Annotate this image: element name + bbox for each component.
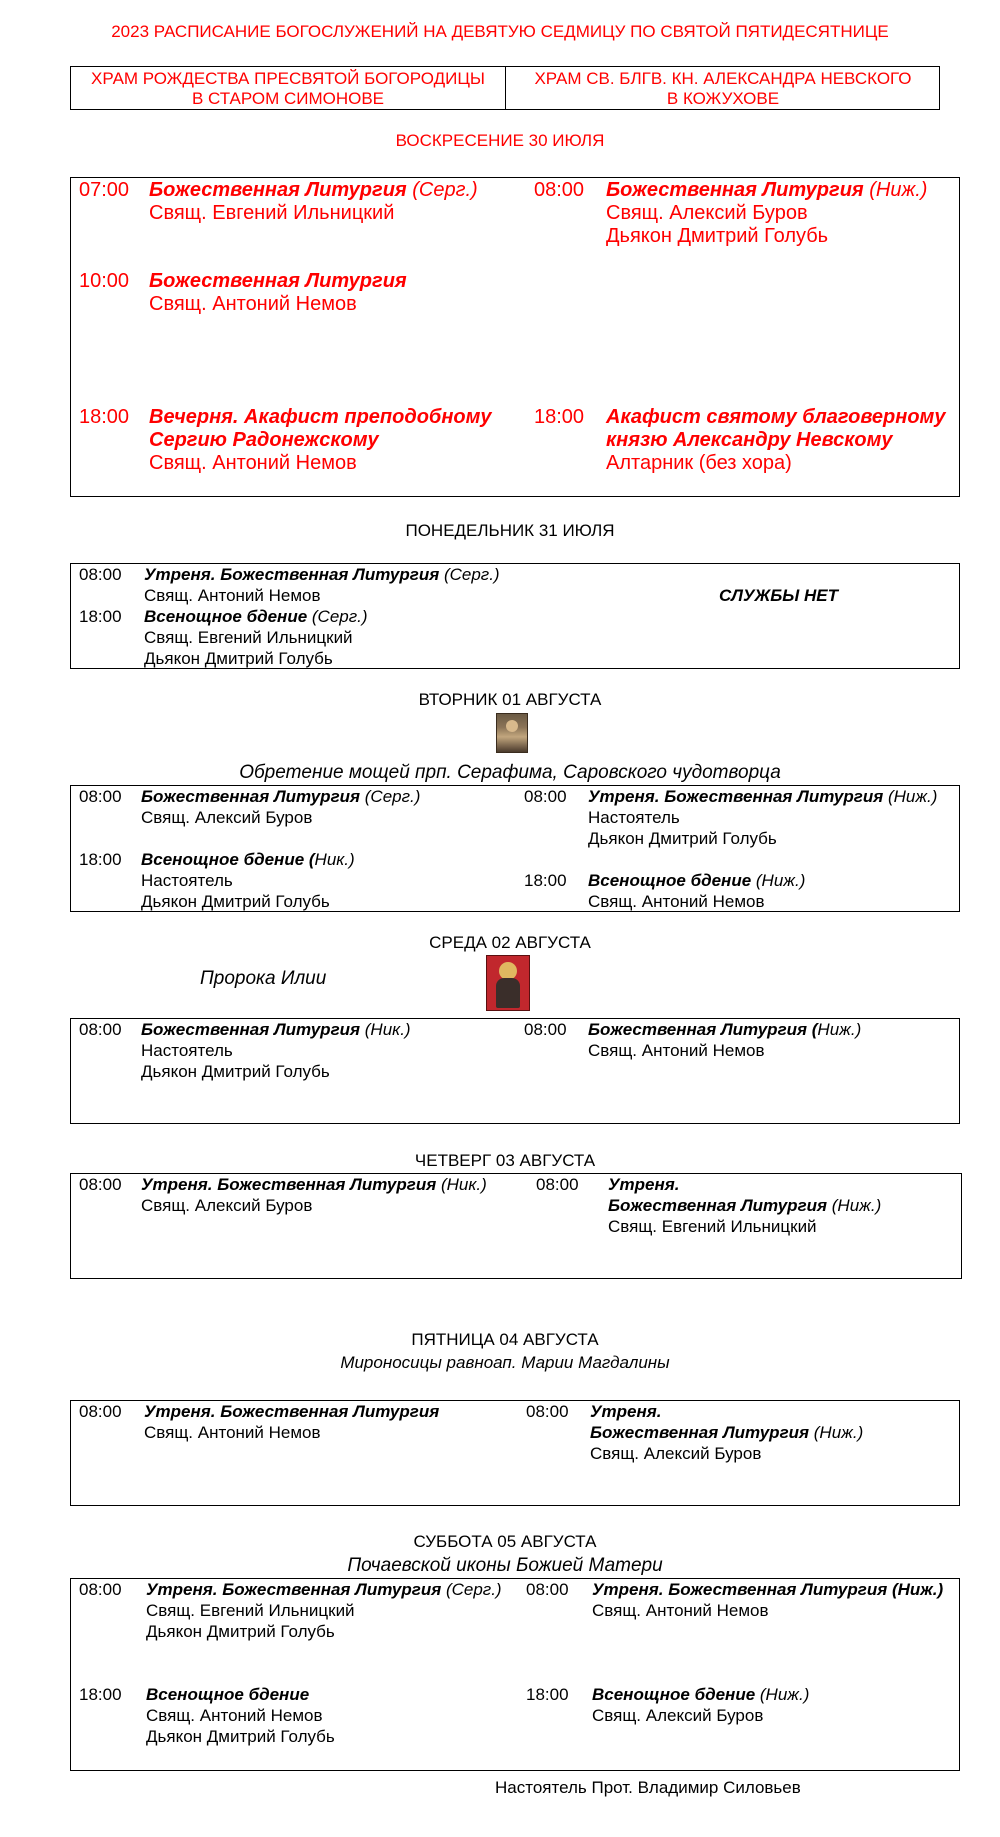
clergy: Свящ. Антоний Немов (592, 1601, 769, 1620)
service-name: Утреня. (608, 1175, 680, 1194)
temple-left-line-2: В СТАРОМ СИМОНОВЕ (191, 89, 385, 108)
clergy: Настоятель (141, 871, 233, 890)
tuesday-schedule (70, 785, 960, 912)
prophet-icon-image (486, 955, 530, 1011)
service-name: Всенощное бдение (592, 1685, 756, 1704)
clergy: Настоятель (588, 808, 680, 827)
clergy: Свящ. Алексий Буров (141, 1196, 313, 1215)
service-entry (149, 270, 407, 316)
saturday-schedule (70, 1578, 960, 1771)
clergy: Свящ. Алексий Буров (141, 808, 313, 827)
service-entry (144, 606, 368, 669)
feast-friday: Мироносицы равноап. Марии Магдалины (340, 1353, 670, 1372)
service-name: Сергию Радонежскому (149, 429, 379, 451)
time: 08:00 (79, 1580, 122, 1599)
temple-left (71, 69, 505, 109)
service-name: Божественная Литургия (590, 1423, 810, 1442)
service-name: Божественная Литургия (141, 787, 361, 806)
clergy: Свящ. Антоний Немов (144, 1423, 321, 1442)
service-note: (Ниж.) (863, 179, 928, 201)
time: 08:00 (79, 1175, 122, 1194)
page-title: 2023 РАСПИСАНИЕ БОГОСЛУЖЕНИЙ НА ДЕВЯТУЮ СЕДМИЦУ ПО СВЯТОЙ ПЯТИДЕСЯТНИЦЕ (111, 22, 889, 41)
service-name: Акафист святому благоверному (606, 406, 946, 428)
time: 18:00 (524, 871, 567, 890)
service-entry (588, 1019, 861, 1061)
day-heading-thursday: ЧЕТВЕРГ 03 АВГУСТА (414, 1151, 596, 1170)
service-name: Всенощное бдение (588, 871, 752, 890)
service-entry (588, 870, 805, 912)
time: 18:00 (79, 607, 122, 626)
halo-shape (506, 720, 518, 732)
time: 08:00 (534, 179, 585, 201)
service-note: (Серг.) (439, 565, 500, 584)
service-name: Божественная Литургия (141, 1020, 361, 1039)
temple-right-line-1: ХРАМ СВ. БЛГВ. КН. АЛЕКСАНДРА НЕВСКОГО (534, 69, 912, 88)
service-name: Божественная Литургия (149, 179, 407, 201)
service-name: Всенощное бдение (146, 1685, 310, 1704)
feast-wednesday: Пророка Илии (200, 968, 327, 989)
clergy: Дьякон Дмитрий Голубь (144, 649, 333, 668)
time: 10:00 (79, 270, 130, 292)
clergy: Свящ. Антоний Немов (149, 293, 357, 315)
clergy: Дьякон Дмитрий Голубь (606, 225, 829, 247)
service-entry (592, 1579, 943, 1621)
service-entry (149, 406, 492, 475)
clergy: Дьякон Дмитрий Голубь (141, 892, 330, 911)
service-entry (141, 849, 355, 912)
time: 08:00 (524, 787, 567, 806)
clergy: Свящ. Евгений Ильницкий (144, 628, 353, 647)
rector-signature: Настоятель Прот. Владимир Силовьев (495, 1778, 801, 1797)
temples-header (70, 66, 940, 110)
service-entry (141, 786, 420, 828)
temple-left-line-1: ХРАМ РОЖДЕСТВА ПРЕСВЯТОЙ БОГОРОДИЦЫ (91, 69, 485, 88)
clergy: Свящ. Евгений Ильницкий (146, 1601, 355, 1620)
service-note: (Ниж.) (809, 1423, 864, 1442)
clergy: Дьякон Дмитрий Голубь (146, 1622, 335, 1641)
time: 08:00 (524, 1020, 567, 1039)
clergy: Алтарник (без хора) (606, 452, 792, 474)
service-name: князю Александру Невскому (606, 429, 893, 451)
service-note: (Серг.) (360, 787, 421, 806)
service-name: Утреня. Божественная Литургия (146, 1580, 442, 1599)
service-entry (144, 1401, 439, 1443)
service-entry (590, 1401, 863, 1464)
clergy: Свящ. Антоний Немов (144, 586, 321, 605)
clergy: Дьякон Дмитрий Голубь (146, 1727, 335, 1746)
temple-right-line-2: В КОЖУХОВЕ (666, 89, 780, 108)
clergy: Дьякон Дмитрий Голубь (588, 829, 777, 848)
service-entry (146, 1579, 502, 1642)
service-name: Божественная Литургия ( (588, 1020, 818, 1039)
day-heading-tuesday: ВТОРНИК 01 АВГУСТА (418, 690, 602, 709)
time: 08:00 (526, 1580, 569, 1599)
service-note: Ниж.) (817, 1020, 862, 1039)
service-name: Всенощное бдение (144, 607, 308, 626)
time: 18:00 (526, 1685, 569, 1704)
service-note: (Серг.) (307, 607, 368, 626)
clergy: Свящ. Алексий Буров (606, 202, 808, 224)
day-heading-monday: ПОНЕДЕЛЬНИК 31 ИЮЛЯ (405, 521, 615, 540)
service-note: (Серг.) (441, 1580, 502, 1599)
time: 18:00 (534, 406, 585, 428)
service-entry (141, 1174, 487, 1216)
clergy: Свящ. Евгений Ильницкий (608, 1217, 817, 1236)
no-service-label: СЛУЖБЫ НЕТ (719, 586, 838, 605)
clergy: Свящ. Антоний Немов (588, 892, 765, 911)
feast-saturday: Почаевской иконы Божией Матери (347, 1555, 663, 1576)
feast-tuesday: Обретение мощей прп. Серафима, Саровского чудотворца (239, 762, 781, 783)
service-entry (606, 179, 927, 248)
service-entry (608, 1174, 881, 1237)
day-heading-wednesday: СРЕДА 02 АВГУСТА (429, 933, 591, 952)
service-note: Ник.) (314, 850, 355, 869)
day-heading-sunday: ВОСКРЕСЕНИЕ 30 ИЮЛЯ (395, 131, 605, 150)
service-name: Утреня. Божественная Литургия (144, 565, 440, 584)
service-name: Утреня. Божественная Литургия (141, 1175, 437, 1194)
time: 08:00 (526, 1402, 569, 1421)
clergy: Свящ. Евгений Ильницкий (149, 202, 395, 224)
time: 08:00 (79, 1020, 122, 1039)
time: 07:00 (79, 179, 130, 201)
service-name: Всенощное бдение ( (141, 850, 315, 869)
day-heading-friday: ПЯТНИЦА 04 АВГУСТА (411, 1330, 599, 1349)
time: 08:00 (79, 787, 122, 806)
service-note: (Серг.) (406, 179, 478, 201)
time: 08:00 (536, 1175, 579, 1194)
service-entry (141, 1019, 411, 1082)
clergy: Свящ. Алексий Буров (592, 1706, 764, 1725)
time: 18:00 (79, 1685, 122, 1704)
clergy: Дьякон Дмитрий Голубь (141, 1062, 330, 1081)
monday-schedule (70, 563, 960, 669)
sunday-schedule (70, 177, 960, 497)
service-name: Вечерня. Акафист преподобному (149, 406, 492, 428)
service-name: Утреня. (590, 1402, 662, 1421)
service-name: Утреня. Божественная Литургия (588, 787, 884, 806)
temple-right (506, 69, 940, 109)
friday-schedule (70, 1400, 960, 1506)
service-name: Божественная Литургия (149, 270, 407, 292)
service-entry (592, 1684, 809, 1726)
clergy: Свящ. Антоний Немов (149, 452, 357, 474)
service-note: (Ник.) (436, 1175, 487, 1194)
service-name: Божественная Литургия (606, 179, 864, 201)
service-name: Утреня. Божественная Литургия (144, 1402, 440, 1421)
service-entry (588, 786, 937, 849)
service-entry (606, 406, 945, 475)
clergy: Свящ. Антоний Немов (588, 1041, 765, 1060)
clergy: Свящ. Антоний Немов (146, 1706, 323, 1725)
time: 08:00 (79, 1402, 122, 1421)
thursday-schedule (70, 1173, 962, 1279)
clergy: Свящ. Алексий Буров (590, 1444, 762, 1463)
day-heading-saturday: СУББОТА 05 АВГУСТА (413, 1532, 597, 1551)
time: 18:00 (79, 406, 130, 428)
service-name: Утреня. Божественная Литургия (Ниж.) (592, 1580, 944, 1599)
service-note: (Ник.) (360, 1020, 411, 1039)
clergy: Настоятель (141, 1041, 233, 1060)
saint-icon-image (496, 713, 528, 753)
service-entry (146, 1684, 335, 1747)
service-note: (Ниж.) (755, 1685, 810, 1704)
service-note: (Ниж.) (751, 871, 806, 890)
time: 18:00 (79, 850, 122, 869)
wednesday-schedule (70, 1018, 960, 1124)
service-name: Божественная Литургия (608, 1196, 828, 1215)
service-entry (149, 179, 478, 225)
time: 08:00 (79, 565, 122, 584)
service-note: (Ниж.) (883, 787, 938, 806)
service-entry (144, 564, 500, 606)
figure-shape (496, 978, 520, 1008)
service-note: (Ниж.) (827, 1196, 882, 1215)
